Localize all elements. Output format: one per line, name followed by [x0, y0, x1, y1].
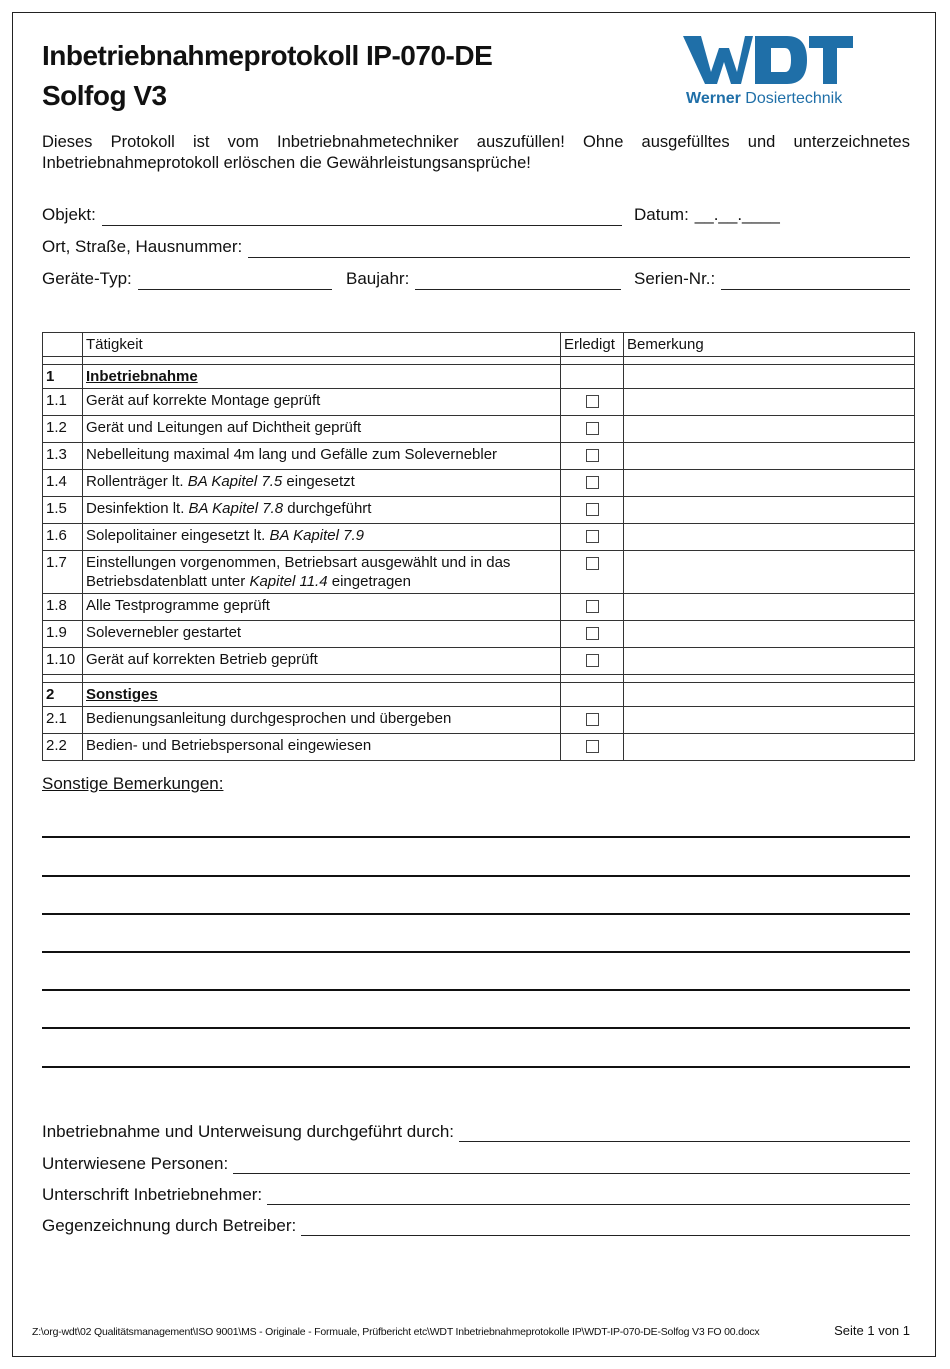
bemerkung-cell[interactable] [624, 470, 915, 497]
erledigt-checkbox[interactable] [586, 395, 599, 408]
signature-line[interactable] [233, 1155, 910, 1174]
erledigt-checkbox[interactable] [586, 600, 599, 613]
signature-line[interactable] [267, 1186, 910, 1205]
section-number: 1 [43, 365, 83, 389]
title-line-1: Inbetriebnahmeprotokoll IP-070-DE [42, 40, 493, 71]
row-activity: Gerät auf korrekten Betrieb geprüft [83, 648, 561, 675]
row-activity: Nebelleitung maximal 4m lang und Gefälle zum Solevernebler [83, 443, 561, 470]
geraetetyp-line[interactable] [138, 271, 332, 290]
erledigt-checkbox[interactable] [586, 449, 599, 462]
section-label: Inbetriebnahme [86, 368, 198, 385]
row-number: 2.2 [43, 734, 83, 761]
row-number: 1.6 [43, 524, 83, 551]
row-number: 1.10 [43, 648, 83, 675]
remark-line[interactable] [42, 875, 910, 877]
row-number: 1.2 [43, 416, 83, 443]
section-row [43, 683, 915, 707]
row-activity: Bedien- und Betriebspersonal eingewiesen [83, 734, 561, 761]
bemerkung-cell[interactable] [624, 497, 915, 524]
remark-line[interactable] [42, 913, 910, 915]
table-row [43, 648, 915, 675]
spacer-row [43, 675, 915, 683]
row-number: 1.9 [43, 621, 83, 648]
header-cell: Tätigkeit [83, 333, 561, 357]
signature-field[interactable] [42, 1216, 910, 1236]
ort-label: Ort, Straße, Hausnummer: [42, 237, 243, 256]
bemerkung-cell[interactable] [624, 707, 915, 734]
datum-field[interactable] [634, 204, 780, 226]
erledigt-checkbox[interactable] [586, 476, 599, 489]
bemerkung-cell[interactable] [624, 734, 915, 761]
document-title [42, 36, 492, 116]
table-row [43, 734, 915, 761]
table-row [43, 621, 915, 648]
ort-line[interactable] [248, 239, 910, 258]
geraetetyp-label: Geräte-Typ: [42, 269, 132, 288]
row-number: 1.4 [43, 470, 83, 497]
row-activity: Einstellungen vorgenommen, Betriebsart ausgewählt und in das Betriebsdatenblatt unter Kapitel 11.4 eingetragen [83, 551, 561, 594]
remark-line[interactable] [42, 1066, 910, 1068]
remark-line[interactable] [42, 1027, 910, 1029]
signature-line[interactable] [459, 1123, 910, 1142]
row-activity: Bedienungsanleitung durchgesprochen und übergeben [83, 707, 561, 734]
bemerkung-cell[interactable] [624, 443, 915, 470]
remark-line[interactable] [42, 951, 910, 953]
seriennr-line[interactable] [721, 271, 910, 290]
remarks-title: Sonstige Bemerkungen: [42, 774, 224, 793]
table-row [43, 551, 915, 594]
erledigt-checkbox[interactable] [586, 713, 599, 726]
datum-label: Datum: [634, 205, 689, 224]
logo-text: Werner Dosiertechnik [686, 90, 843, 107]
header-cell [43, 333, 83, 357]
objekt-line[interactable] [102, 207, 622, 226]
title-line-2: Solfog V3 [42, 80, 167, 111]
row-activity: Gerät auf korrekte Montage geprüft [83, 389, 561, 416]
header-cell: Erledigt [561, 333, 624, 357]
row-number: 1.7 [43, 551, 83, 594]
row-activity: Rollenträger lt. BA Kapitel 7.5 eingesetzt [83, 470, 561, 497]
erledigt-checkbox[interactable] [586, 740, 599, 753]
signature-field[interactable] [42, 1122, 910, 1142]
signature-label: Gegenzeichnung durch Betreiber: [42, 1216, 297, 1235]
bemerkung-cell[interactable] [624, 551, 915, 594]
objekt-field[interactable] [42, 204, 622, 226]
row-number: 1.1 [43, 389, 83, 416]
baujahr-label: Baujahr: [346, 269, 410, 288]
bemerkung-cell[interactable] [624, 648, 915, 675]
baujahr-line[interactable] [415, 271, 621, 290]
signature-label: Unterschrift Inbetriebnehmer: [42, 1185, 263, 1204]
row-activity: Gerät und Leitungen auf Dichtheit geprüft [83, 416, 561, 443]
table-row [43, 416, 915, 443]
seriennr-field[interactable] [634, 268, 910, 290]
signature-line[interactable] [301, 1217, 910, 1236]
geraetetyp-field[interactable] [42, 268, 332, 290]
erledigt-checkbox[interactable] [586, 557, 599, 570]
header-cell: Bemerkung [624, 333, 915, 357]
bemerkung-cell[interactable] [624, 389, 915, 416]
erledigt-checkbox[interactable] [586, 530, 599, 543]
remark-line[interactable] [42, 836, 910, 838]
footer-path: Z:\org-wdt\02 Qualitätsmanagement\ISO 9001\MS - Originale - Formuale, Prüfbericht etc\WDT Inbetriebnahmeprotokolle IP\WDT-IP-070-DE-Solfog V3 FO 00.docx [32, 1326, 760, 1338]
signature-field[interactable] [42, 1185, 910, 1205]
table-row [43, 707, 915, 734]
ort-field[interactable] [42, 236, 910, 258]
bemerkung-cell[interactable] [624, 524, 915, 551]
table-header-row [43, 333, 915, 357]
row-number: 1.5 [43, 497, 83, 524]
signature-label: Inbetriebnahme und Unterweisung durchgeführt durch: [42, 1122, 455, 1141]
table-row [43, 497, 915, 524]
erledigt-checkbox[interactable] [586, 503, 599, 516]
signature-field[interactable] [42, 1154, 910, 1174]
section-label: Sonstiges [86, 686, 158, 703]
section-row [43, 365, 915, 389]
section-number: 2 [43, 683, 83, 707]
table-row [43, 470, 915, 497]
intro-text: Dieses Protokoll ist vom Inbetriebnahmetechniker auszufüllen! Ohne ausgefülltes und unterzeichnetes Inbetriebnahmeprotokoll erlöschen die Gewährleistungsansprüche! [42, 133, 910, 172]
bemerkung-cell[interactable] [624, 621, 915, 648]
row-number: 1.3 [43, 443, 83, 470]
bemerkung-cell[interactable] [624, 416, 915, 443]
signature-label: Unterwiesene Personen: [42, 1154, 229, 1173]
seriennr-label: Serien-Nr.: [634, 269, 716, 288]
objekt-label: Objekt: [42, 205, 96, 224]
row-number: 1.8 [43, 594, 83, 621]
erledigt-checkbox[interactable] [586, 627, 599, 640]
footer-page: Seite 1 von 1 [834, 1323, 910, 1338]
table-row [43, 443, 915, 470]
erledigt-checkbox[interactable] [586, 422, 599, 435]
datum-placeholder[interactable]: __.__.____ [694, 205, 780, 224]
table-row [43, 524, 915, 551]
row-number: 2.1 [43, 707, 83, 734]
row-activity: Desinfektion lt. BA Kapitel 7.8 durchgeführt [83, 497, 561, 524]
activity-table [42, 332, 915, 761]
activity-table-body [43, 333, 915, 761]
spacer-row [43, 357, 915, 365]
row-activity: Solevernebler gestartet [83, 621, 561, 648]
table-row [43, 594, 915, 621]
row-activity: Alle Testprogramme geprüft [83, 594, 561, 621]
bemerkung-cell[interactable] [624, 594, 915, 621]
remark-line[interactable] [42, 989, 910, 991]
erledigt-checkbox[interactable] [586, 654, 599, 667]
baujahr-field[interactable] [346, 268, 621, 290]
table-row [43, 389, 915, 416]
row-activity: Solepolitainer eingesetzt lt. BA Kapitel 7.9 [83, 524, 561, 551]
